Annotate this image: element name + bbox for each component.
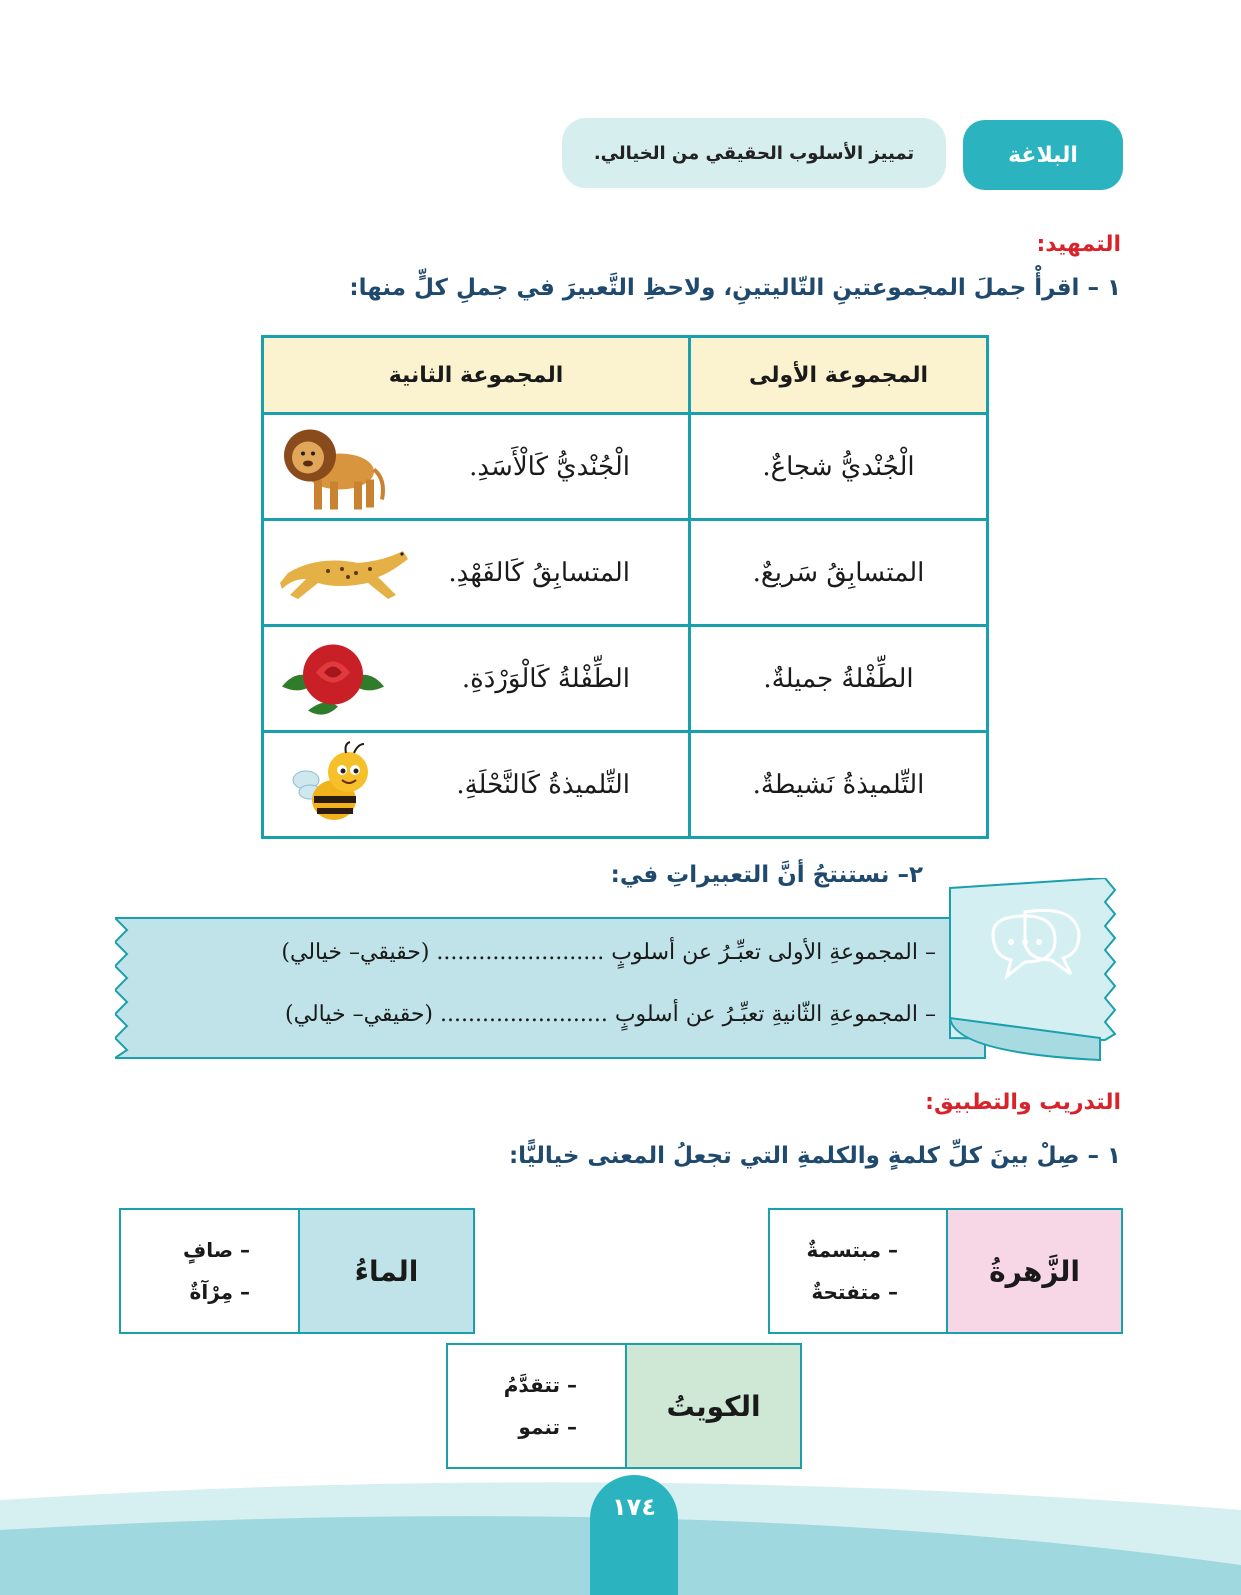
conclusion-line-1: – المجموعةِ الأولى تعبِّـرُ عن أسلوبٍ ........................ (حقيقي– خيالي) [281, 940, 936, 965]
match-option[interactable]: – متفتحةٌ [811, 1280, 898, 1304]
subject-badge: البلاغة [963, 120, 1123, 190]
table-row [263, 732, 988, 838]
practice-heading: التدريب والتطبيق: [925, 1090, 1121, 1115]
table-header-row [263, 337, 988, 414]
table-row [263, 626, 988, 732]
table-row [263, 520, 988, 626]
match-options [448, 1345, 625, 1467]
group-2-cell [263, 520, 690, 626]
group-2-sentence: التِّلميذةُ كَالنَّحْلَةِ. [456, 769, 630, 800]
lion-icon [278, 419, 388, 514]
speech-bubbles-icon [985, 904, 1095, 984]
match-option[interactable]: – تنمو [518, 1415, 577, 1439]
match-options [121, 1210, 298, 1332]
group-1-sentence: الطِّفْلةُ جميلةٌ. [690, 626, 988, 732]
match-option[interactable]: – تتقدَّمُ [503, 1373, 577, 1397]
match-box-kuwait [446, 1343, 802, 1469]
rose-icon [278, 636, 388, 721]
match-option[interactable]: – صافٍ [182, 1238, 250, 1262]
cheetah-icon [278, 533, 413, 613]
conclusion-line-2: – المجموعةِ الثّانيةِ تعبِّـرُ عن أسلوبٍ ........................ (حقيقي– خيالي) [285, 1002, 936, 1027]
group-2-sentence: الْجُنْديُّ كَالْأَسَدِ. [469, 451, 630, 482]
header-group-1: المجموعة الأولى [690, 337, 988, 414]
match-word: الزَّهرةُ [946, 1210, 1121, 1332]
match-options [770, 1210, 946, 1332]
match-word: الكويتُ [625, 1345, 800, 1467]
conclusion-title: ٢– نستنتجُ أنَّ التعبيراتِ في: [610, 862, 923, 888]
practice-question-1: ١ – صِلْ بينَ كلِّ كلمةٍ والكلمةِ التي تجعلُ المعنى خياليًّا: [508, 1143, 1121, 1169]
comparison-table [261, 335, 989, 839]
table-row [263, 414, 988, 520]
group-2-cell [263, 626, 690, 732]
group-1-sentence: المتسابِقُ سَريعٌ. [690, 520, 988, 626]
group-1-sentence: الْجُنْديُّ شجاعٌ. [690, 414, 988, 520]
conclusion-ribbon [115, 878, 1127, 1068]
match-box-flower [768, 1208, 1123, 1334]
match-option[interactable]: – مبتسمةٌ [806, 1238, 898, 1262]
lesson-topic: تمييز الأسلوب الحقيقي من الخيالي. [562, 118, 946, 188]
match-box-water [119, 1208, 475, 1334]
header-group-2: المجموعة الثانية [263, 337, 690, 414]
question-1: ١ – اقرأْ جملَ المجموعتينِ التّاليتينِ، ولاحظِ التَّعبيرَ في جملِ كلٍّ منها: [349, 275, 1121, 301]
group-2-sentence: الطِّفْلةُ كَالْوَرْدَةِ. [461, 663, 630, 694]
match-option[interactable]: – مِرْآةٌ [189, 1280, 250, 1304]
group-2-cell [263, 414, 690, 520]
bee-icon [292, 740, 382, 830]
page-number: ١٧٤ [590, 1475, 678, 1595]
group-2-cell [263, 732, 690, 838]
group-1-sentence: التِّلميذةُ نَشيطةٌ. [690, 732, 988, 838]
intro-heading: التمهيد: [1036, 232, 1121, 257]
match-word: الماءُ [298, 1210, 473, 1332]
group-2-sentence: المتسابِقُ كَالفَهْدِ. [448, 557, 630, 588]
